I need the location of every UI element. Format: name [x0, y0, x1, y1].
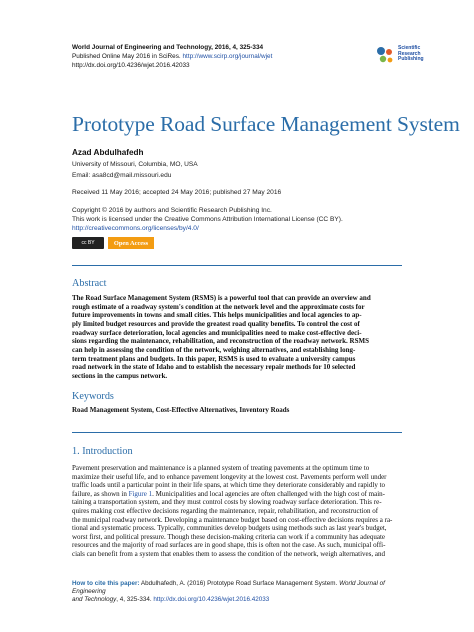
license-url[interactable]: http://creativecommons.org/licenses/by/4.0/ — [72, 225, 199, 232]
abstract-line: sions regarding the maintenance, rehabilitation, and reconstruction of the roadway network. RSMS — [72, 337, 369, 346]
intro-line: tional and systematic process. Typically, communities develop budgets using methods such as last year's budget, — [72, 524, 387, 533]
intro-line — [72, 490, 405, 499]
section-divider — [72, 432, 402, 433]
abstract-line: future improvements in towns and small cities. This helps municipalities and local agencies to ap- — [72, 311, 362, 320]
how-to-cite — [72, 580, 412, 605]
journal-citation: World Journal of Engineering and Technology, 2016, 4, 325-334 — [72, 44, 264, 51]
intro-line: Pavement preservation and maintenance is a planned system of treating pavements at the optimum time to — [72, 464, 370, 472]
published-online — [72, 53, 272, 60]
abstract-line: roadway surface deterioration, local agencies and municipalities need to make cost-effective deci- — [72, 328, 362, 337]
keywords-heading: Keywords — [72, 391, 114, 402]
abstract-line: The Road Surface Management System (RSMS) is a powerful tool that can provide an overview and — [72, 294, 371, 302]
intro-line: the municipal roadway network. Developing a maintenance budget based on cost-effective decisions requires a ra- — [72, 515, 393, 524]
scirp-logo-text — [398, 46, 424, 63]
logo-line: Publishing — [398, 56, 424, 63]
license-url-link[interactable] — [72, 225, 199, 232]
abstract-line: rough estimate of a roadway system's condition at the network level and the approximate costs for — [72, 302, 365, 311]
introduction-body — [72, 464, 405, 559]
cite-label: How to cite this paper: — [72, 580, 140, 587]
cite-text: Abdulhafedh, A. (2016) Prototype Road Surface Management System. — [139, 580, 340, 587]
abstract-line: ply limited budget resources and provide the greatest road quality benefits. To control the cost of — [72, 319, 360, 328]
copyright-line: Copyright © 2016 by authors and Scientific Research Publishing Inc. — [72, 207, 272, 214]
logo-line: Research — [398, 50, 421, 57]
open-access-badge[interactable]: Open Access — [108, 237, 154, 249]
author-email[interactable]: Email: asa8cd@mail.missouri.edu — [72, 172, 172, 179]
abstract-line: road network in the state of Idaho and to establish the necessary repair methods for 10 selected — [72, 363, 356, 372]
intro-line: cials can benefit from a system that enables them to assess the condition of the network, weigh alternatives, and — [72, 549, 385, 558]
intro-text: . Municipalities and local agencies are often challenged with the high cost of main- — [152, 489, 385, 498]
intro-line: traffic loads until a particular point in their life spans, at which time they deteriorate considerably and rapidly to — [72, 481, 386, 490]
introduction-heading: 1. Introduction — [72, 446, 133, 457]
intro-line: taining a transportation system, and they must control costs by slowing roadway surface deterioration. This re- — [72, 498, 382, 507]
license-line: This work is licensed under the Creative Commons Attribution International License (CC BY). — [72, 216, 343, 223]
section-divider — [72, 265, 402, 266]
author-affiliation: University of Missouri, Columbia, MO, USA — [72, 161, 198, 168]
cc-by-badge[interactable]: cc BY — [72, 237, 104, 249]
published-prefix: Published Online May 2016 in SciRes. — [72, 53, 181, 60]
cite-doi-link[interactable]: http://dx.doi.org/10.4236/wjet.2016.42033 — [153, 596, 270, 604]
intro-line: worst first, and political pressure. Though these decision-making criteria can work if a community has adequate — [72, 532, 386, 541]
intro-line: maximize their useful life, and to enhance pavement longevity at the lowest cost. Pavements perform well under — [72, 472, 387, 481]
abstract-heading: Abstract — [72, 278, 107, 289]
figure-1-link[interactable]: Figure 1 — [128, 489, 153, 498]
author-name: Azad Abdulhafedh — [72, 148, 144, 157]
scirp-logo-icon — [374, 44, 396, 66]
paper-title: Prototype Road Surface Management System — [72, 112, 460, 136]
cite-pages: , 4, 325-334. — [116, 596, 154, 604]
keywords-text: Road Management System, Cost-Effective Alternatives, Inventory Roads — [72, 406, 290, 414]
doi-link[interactable]: http://dx.doi.org/10.4236/wjet.2016.42033 — [72, 62, 190, 69]
scirp-logo — [374, 44, 434, 66]
journal-url-link[interactable]: http://www.scirp.org/journal/wjet — [182, 53, 273, 60]
received-dates: Received 11 May 2016; accepted 24 May 2016; published 27 May 2016 — [72, 189, 282, 196]
abstract-line: term treatment plans and budgets. In this paper, RSMS is used to evaluate a university campus — [72, 354, 356, 363]
cite-journal: World Journal of Engineering — [72, 580, 385, 596]
intro-line: resources and the majority of road surfaces are in good shape, this is often not the case. As such, municipal offi- — [72, 541, 386, 550]
logo-line: Scientific — [398, 45, 421, 51]
abstract-body — [72, 294, 405, 381]
abstract-line: sections in the campus network. — [72, 371, 168, 380]
intro-text: failure, as shown in — [72, 489, 129, 498]
abstract-line: can help in assessing the condition of the network, weighing alternatives, and establishing long- — [72, 345, 356, 354]
intro-line: quires making cost effective decisions regarding the maintenance, repair, rehabilitation, and reconstruction of — [72, 506, 379, 515]
cite-journal-cont: and Technology — [72, 596, 117, 604]
